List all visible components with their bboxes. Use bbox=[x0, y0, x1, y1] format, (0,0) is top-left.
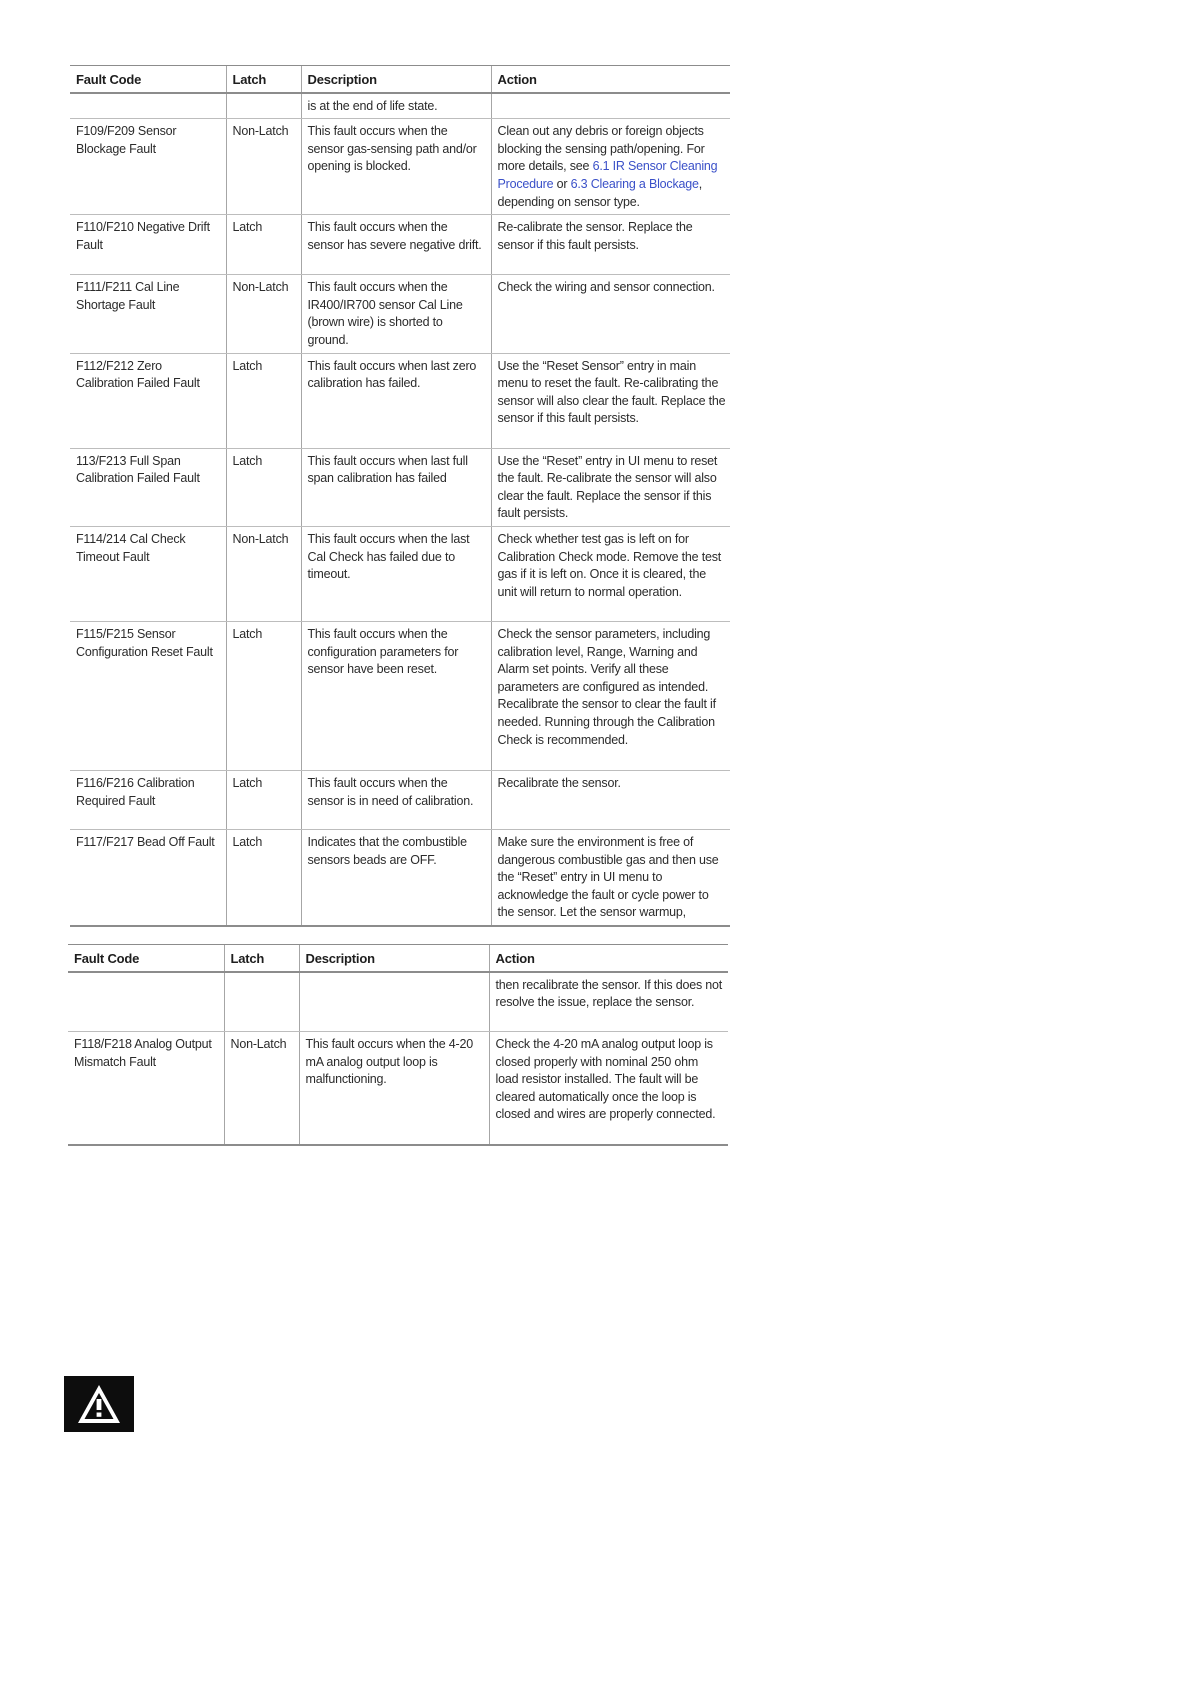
cell-description: This fault occurs when the sensor has severe negative drift. bbox=[301, 215, 491, 275]
cell-description: This fault occurs when last zero calibration has failed. bbox=[301, 353, 491, 448]
clearing-blockage-link[interactable]: 6.3 Clearing a Blockage bbox=[570, 176, 699, 191]
cell-description: is at the end of life state. bbox=[301, 93, 491, 119]
cell-action: Recalibrate the sensor. bbox=[491, 770, 730, 829]
cell-fault-code: F109/F209 Sensor Blockage Fault bbox=[70, 119, 226, 215]
table-row bbox=[70, 448, 730, 526]
table-row bbox=[70, 829, 730, 925]
cell-action: Check the sensor parameters, including calibration level, Range, Warning and Alarm set points. Verify all these parameters are configured as intended. Recalibrate the sensor to clear the fault if needed. Running through the Calibration Check is recommended. bbox=[491, 621, 730, 770]
cell-action: Check the 4-20 mA analog output loop is closed properly with nominal 250 ohm load resistor installed. The fault will be cleared automatically once the loop is closed and wires are properly connected. bbox=[489, 1032, 728, 1145]
cell-action: Check the wiring and sensor connection. bbox=[491, 275, 730, 353]
header-latch: Latch bbox=[224, 945, 299, 972]
fault-code-table-continued bbox=[68, 944, 728, 1146]
action-text: , depending on sensor type. bbox=[497, 176, 703, 209]
cell-description: This fault occurs when the sensor is in need of calibration. bbox=[301, 770, 491, 829]
fault-code-table bbox=[70, 65, 730, 927]
cell-description: This fault occurs when the last Cal Check has failed due to timeout. bbox=[301, 526, 491, 621]
table-row bbox=[70, 621, 730, 770]
cell-latch: Non-Latch bbox=[226, 275, 301, 353]
cell-description: This fault occurs when the 4-20 mA analog output loop is malfunctioning. bbox=[299, 1032, 489, 1145]
cell-action: Check whether test gas is left on for Calibration Check mode. Remove the test gas if it is left on. Once it is cleared, the unit will return to normal operation. bbox=[491, 526, 730, 621]
cell-description: Indicates that the combustible sensors beads are OFF. bbox=[301, 829, 491, 925]
cell-description: This fault occurs when the sensor gas-sensing path and/or opening is blocked. bbox=[301, 119, 491, 215]
ir-sensor-cleaning-link[interactable]: 6.1 IR Sensor Cleaning Procedure bbox=[497, 159, 718, 191]
cell-fault-code bbox=[70, 93, 226, 119]
header-description: Description bbox=[299, 945, 489, 972]
cell-fault-code: F116/F216 Calibration Required Fault bbox=[70, 770, 226, 829]
cell-fault-code: F115/F215 Sensor Configuration Reset Fault bbox=[70, 621, 226, 770]
cell-latch: Latch bbox=[226, 621, 301, 770]
header-latch: Latch bbox=[226, 66, 301, 93]
table-row bbox=[70, 770, 730, 829]
cell-action: then recalibrate the sensor. If this does not resolve the issue, replace the sensor. bbox=[489, 972, 728, 1032]
table-row bbox=[68, 972, 728, 1032]
table-row bbox=[70, 526, 730, 621]
cell-action: Make sure the environment is free of dangerous combustible gas and then use the “Reset” entry in UI menu to acknowledge the fault or cycle power to the sensor. Let the sensor warmup, bbox=[491, 829, 730, 925]
cell-action: Re-calibrate the sensor. Replace the sensor if this fault persists. bbox=[491, 215, 730, 275]
cell-fault-code: F111/F211 Cal Line Shortage Fault bbox=[70, 275, 226, 353]
cell-fault-code: F117/F217 Bead Off Fault bbox=[70, 829, 226, 925]
cell-action: Use the “Reset Sensor” entry in main menu to reset the fault. Re-calibrating the sensor will also clear the fault. Replace the sensor if this fault persists. bbox=[491, 353, 730, 448]
cell-latch: Latch bbox=[226, 215, 301, 275]
table-row bbox=[70, 93, 730, 119]
header-action: Action bbox=[489, 945, 728, 972]
table-row bbox=[70, 353, 730, 448]
cell-fault-code: F114/214 Cal Check Timeout Fault bbox=[70, 526, 226, 621]
cell-description: This fault occurs when the configuration parameters for sensor have been reset. bbox=[301, 621, 491, 770]
cell-action bbox=[491, 93, 730, 119]
cell-action: Use the “Reset” entry in UI menu to reset the fault. Re-calibrate the sensor will also clear the fault. Replace the sensor if this fault persists. bbox=[491, 448, 730, 526]
cell-fault-code bbox=[68, 972, 224, 1032]
table-row bbox=[68, 1032, 728, 1145]
header-description: Description bbox=[301, 66, 491, 93]
cell-action bbox=[491, 119, 730, 215]
cell-fault-code: F112/F212 Zero Calibration Failed Fault bbox=[70, 353, 226, 448]
cell-fault-code: 113/F213 Full Span Calibration Failed Fault bbox=[70, 448, 226, 526]
warning-triangle-icon bbox=[76, 1383, 122, 1425]
table-row bbox=[70, 215, 730, 275]
header-action: Action bbox=[491, 66, 730, 93]
cell-latch bbox=[226, 93, 301, 119]
table-row bbox=[70, 275, 730, 353]
cell-latch: Latch bbox=[226, 448, 301, 526]
cell-fault-code: F118/F218 Analog Output Mismatch Fault bbox=[68, 1032, 224, 1145]
cell-latch: Latch bbox=[226, 829, 301, 925]
cell-description: This fault occurs when last full span calibration has failed bbox=[301, 448, 491, 526]
cell-description: This fault occurs when the IR400/IR700 sensor Cal Line (brown wire) is shorted to ground. bbox=[301, 275, 491, 353]
header-fault-code: Fault Code bbox=[68, 945, 224, 972]
header-fault-code: Fault Code bbox=[70, 66, 226, 93]
warning-icon bbox=[64, 1376, 134, 1432]
table-header-row bbox=[70, 66, 730, 93]
cell-latch: Non-Latch bbox=[226, 526, 301, 621]
action-text: or bbox=[553, 176, 571, 191]
cell-latch bbox=[224, 972, 299, 1032]
table-header-row bbox=[68, 945, 728, 972]
cell-latch: Non-Latch bbox=[226, 119, 301, 215]
action-text: Clean out any debris or foreign objects blocking the sensing path/opening. For more details, see bbox=[497, 124, 705, 174]
cell-fault-code: F110/F210 Negative Drift Fault bbox=[70, 215, 226, 275]
table-row bbox=[70, 119, 730, 215]
cell-latch: Latch bbox=[226, 770, 301, 829]
cell-latch: Non-Latch bbox=[224, 1032, 299, 1145]
cell-description bbox=[299, 972, 489, 1032]
cell-latch: Latch bbox=[226, 353, 301, 448]
